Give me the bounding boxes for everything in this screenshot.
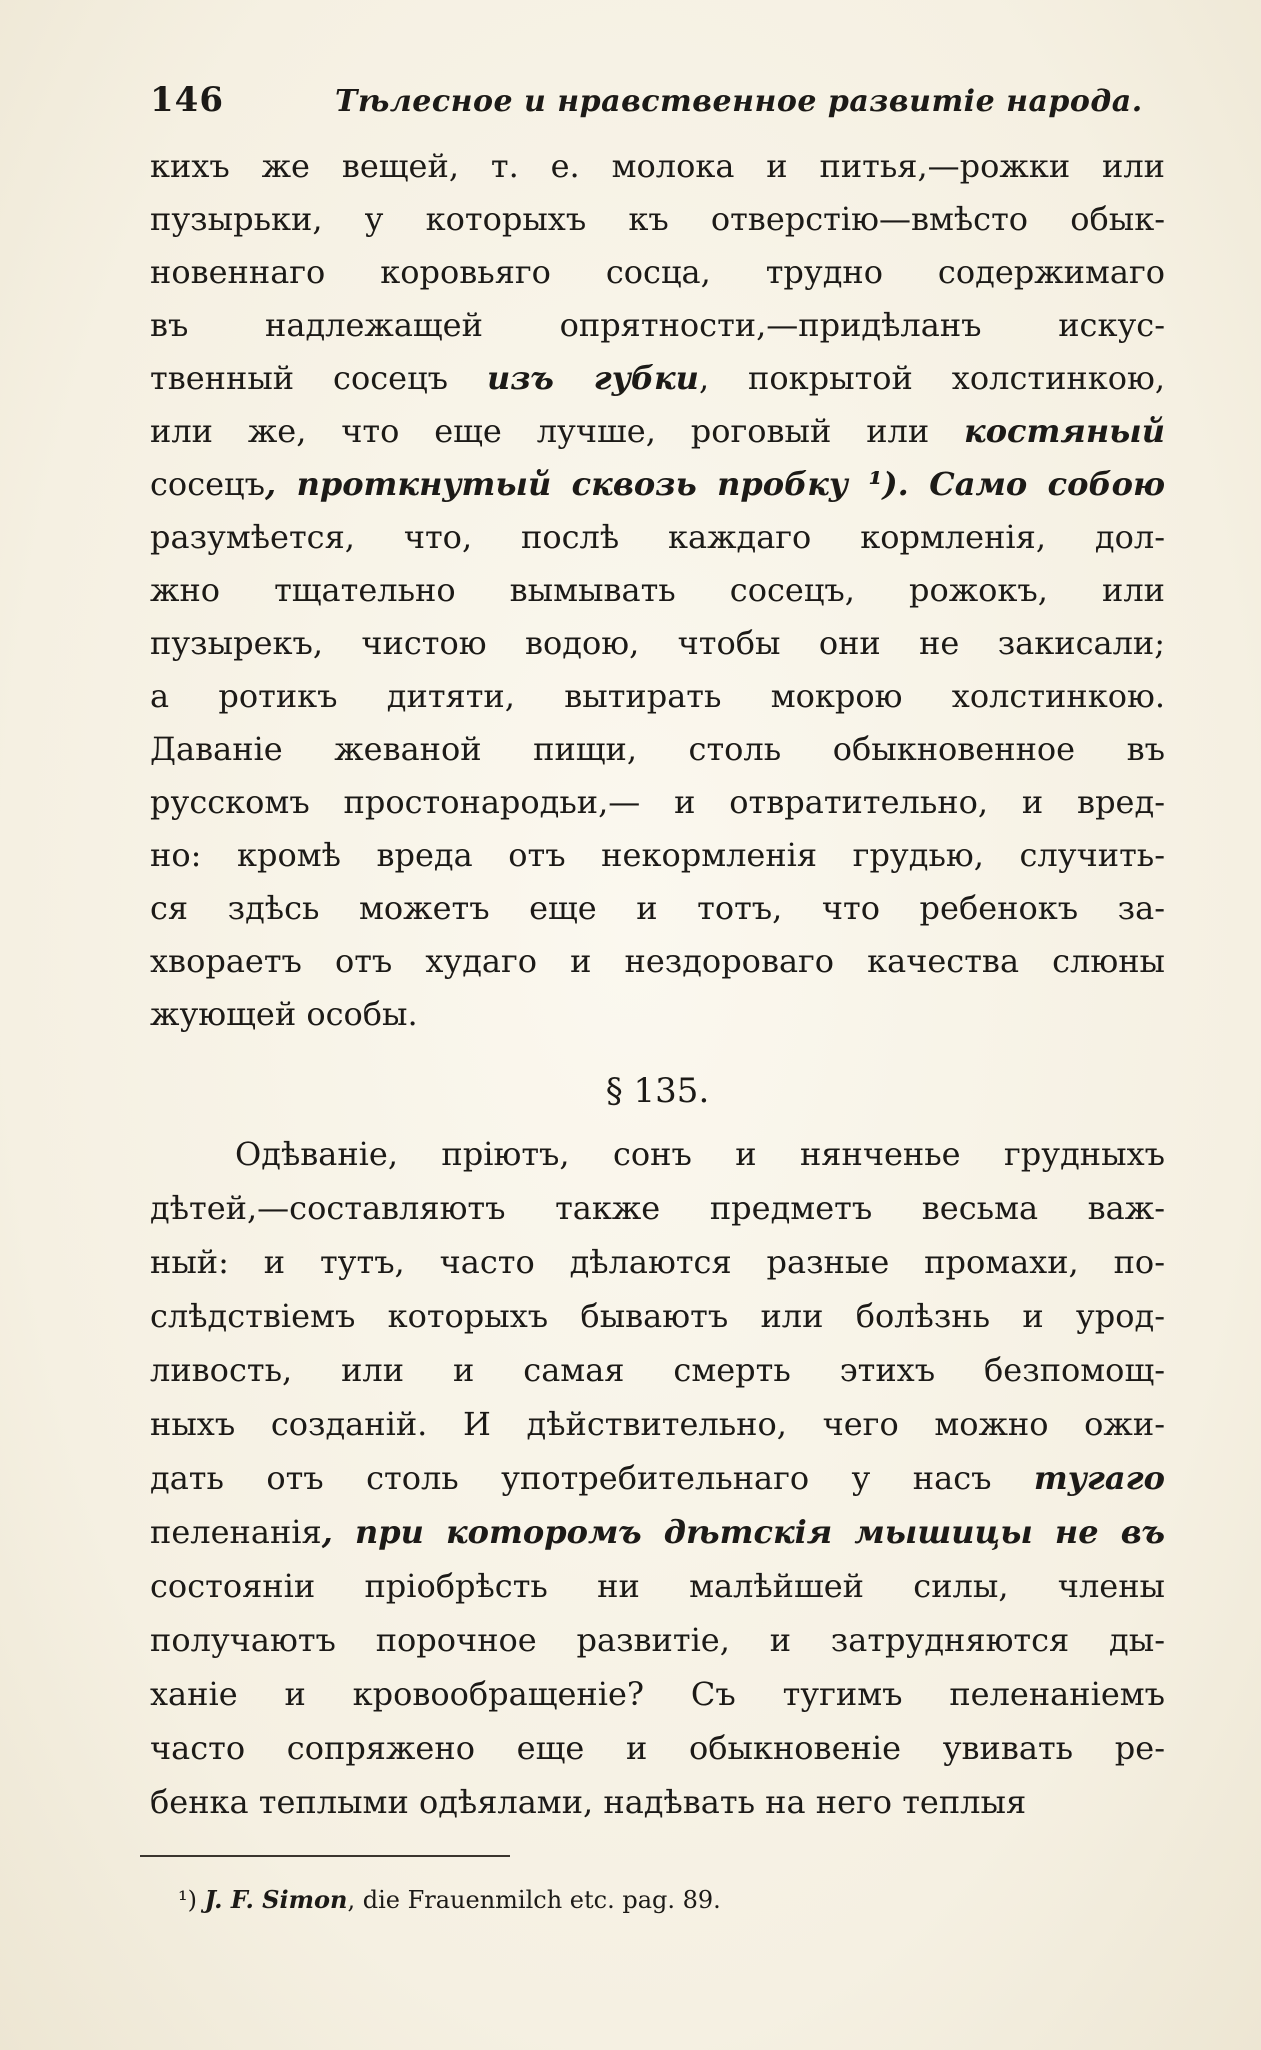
- text-segment: Даваніе жеваной пищи, столь обыкновенное въ: [150, 730, 1165, 768]
- text-line: [150, 1776, 1165, 1828]
- footnote: [178, 1880, 721, 1920]
- footnote-text: , die Frauenmilch etc. pag. 89.: [347, 1886, 721, 1914]
- text-segment: ханіе и кровообращеніе? Съ тугимъ пеленаніемъ: [150, 1675, 1165, 1713]
- text-line: [150, 1452, 1165, 1504]
- text-segment: слѣдствіемъ которыхъ бываютъ или болѣзнь и урод-: [150, 1297, 1165, 1335]
- italic-phrase: тугаго: [1033, 1459, 1165, 1497]
- text-line: [150, 246, 1165, 298]
- text-segment: новеннаго коровьяго сосца, трудно содержимаго: [150, 253, 1165, 291]
- section-heading: § 135.: [605, 1071, 710, 1111]
- text-line: [150, 670, 1165, 722]
- text-segment: жно тщательно вымывать сосецъ, рожокъ, или: [150, 571, 1165, 609]
- text-segment: разумѣется, что, послѣ каждаго кормленія, дол-: [150, 518, 1165, 556]
- italic-phrase: , проткнутый сквозь пробку ¹). Само собою: [264, 465, 1165, 503]
- text-line: [150, 405, 1165, 457]
- text-segment: но: кромѣ вреда отъ некормленія грудью, случить-: [150, 836, 1165, 874]
- text-line: [150, 1290, 1165, 1342]
- text-segment: состояніи пріобрѣсть ни малѣйшей силы, члены: [150, 1567, 1165, 1605]
- text-line: [150, 935, 1165, 987]
- text-segment: твенный сосецъ: [150, 359, 487, 397]
- text-segment: ныхъ созданій. И дѣйствительно, чего можно ожи-: [150, 1405, 1165, 1443]
- text-segment: русскомъ простонародьи,— и отвратительно, и вред-: [150, 783, 1165, 821]
- text-line: [150, 1344, 1165, 1396]
- italic-phrase: , при которомъ дѣтскія мышицы не въ: [321, 1513, 1165, 1551]
- text-segment: пузырьки, у которыхъ къ отверстію—вмѣсто обык-: [150, 200, 1165, 238]
- text-segment: бенка теплыми одѣялами, надѣвать на него теплыя: [150, 1783, 1027, 1821]
- text-segment: ный: и тутъ, часто дѣлаются разные промахи, по-: [150, 1243, 1165, 1281]
- text-segment: въ надлежащей опрятности,—придѣланъ искус-: [150, 306, 1165, 344]
- text-line: [150, 511, 1165, 563]
- text-line: [150, 352, 1165, 404]
- text-segment: ливость, или и самая смерть этихъ безпомощ-: [150, 1351, 1165, 1389]
- text-line: [150, 776, 1165, 828]
- text-line: [150, 988, 1165, 1040]
- text-line: [150, 564, 1165, 616]
- text-segment: жующей особы.: [150, 995, 418, 1033]
- text-line: [150, 617, 1165, 669]
- text-segment: а ротикъ дитяти, вытирать мокрою холстинкою.: [150, 677, 1165, 715]
- text-segment: сосецъ: [150, 465, 265, 503]
- footnote-marker: ¹): [178, 1886, 197, 1914]
- text-line: [150, 1236, 1165, 1288]
- text-line: [150, 1668, 1165, 1720]
- page-number: 146: [150, 80, 224, 120]
- text-segment: пузырекъ, чистою водою, чтобы они не закисали;: [150, 624, 1165, 662]
- text-line: [150, 1614, 1165, 1666]
- text-segment: дать отъ столь употребительнаго у насъ: [150, 1459, 1034, 1497]
- text-line: [150, 193, 1165, 245]
- text-segment: кихъ же вещей, т. е. молока и питья,—рожки или: [150, 147, 1165, 185]
- text-segment: , покрытой холстинкою,: [698, 359, 1166, 397]
- text-line: [150, 723, 1165, 775]
- text-segment: ся здѣсь можетъ еще и тотъ, что ребенокъ за-: [150, 889, 1165, 927]
- text-line: [150, 1722, 1165, 1774]
- running-head: Тѣлесное и нравственное развитіе народа.: [335, 84, 1143, 119]
- italic-phrase: костяный: [964, 412, 1165, 450]
- page-header: [150, 80, 1143, 130]
- text-line: [150, 1182, 1165, 1234]
- text-line: [150, 458, 1165, 510]
- text-line: [150, 1560, 1165, 1612]
- text-segment: или же, что еще лучше, роговый или: [150, 412, 965, 450]
- text-segment: получаютъ порочное развитіе, и затрудняются ды-: [150, 1621, 1165, 1659]
- text-line: [150, 299, 1165, 351]
- italic-phrase: изъ губки: [486, 359, 699, 397]
- text-segment: хвораетъ отъ худаго и нездороваго качества слюны: [150, 942, 1165, 980]
- text-line: [150, 882, 1165, 934]
- text-segment: Одѣваніе, пріютъ, сонъ и нянченье грудныхъ: [235, 1135, 1165, 1173]
- text-segment: пеленанія: [150, 1513, 322, 1551]
- footnote-rule: [140, 1855, 510, 1857]
- text-line: [150, 1128, 1165, 1180]
- text-line: [150, 1398, 1165, 1450]
- text-line: [150, 829, 1165, 881]
- text-line: [150, 1506, 1165, 1558]
- footnote-author: J. F. Simon: [204, 1885, 348, 1914]
- text-segment: дѣтей,—составляютъ также предметъ весьма важ-: [150, 1189, 1165, 1227]
- text-segment: часто сопряжено еще и обыкновеніе увивать ре-: [150, 1729, 1165, 1767]
- text-line: [150, 140, 1165, 192]
